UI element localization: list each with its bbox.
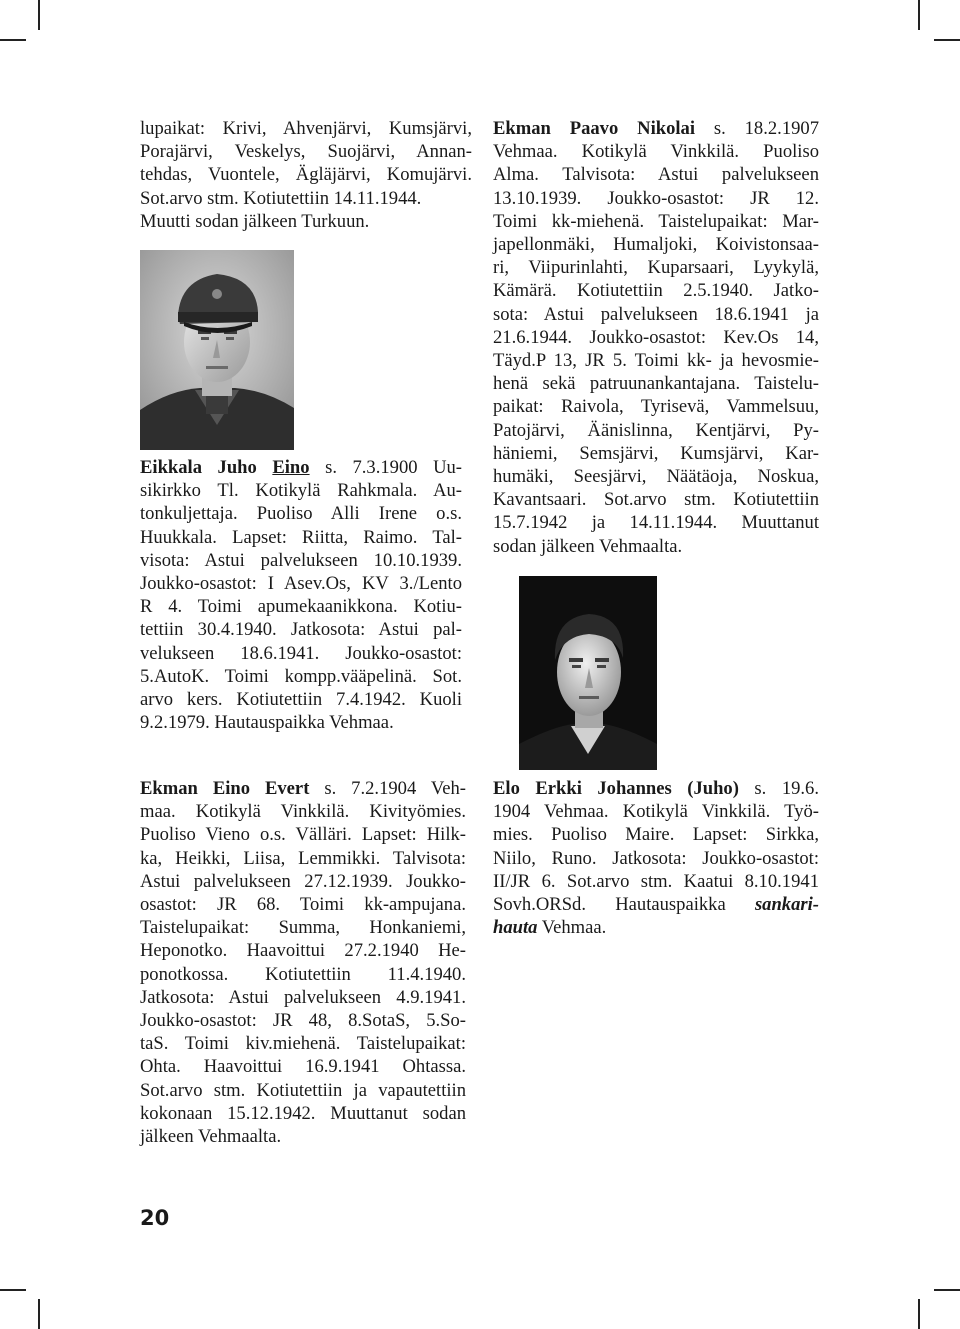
text-line: Puoliso Vieno o.s. Välläri. Lapset: Hilk- — [140, 824, 466, 846]
person-name: Elo Erkki Johannes (Juho) — [493, 778, 739, 799]
text-line: Kavantsaari. Sot.arvo stm. Kotiutettiin — [493, 489, 819, 511]
birth-info: s. 7.3.1900 Uu- — [309, 457, 463, 478]
text-line: Astui palvelukseen 27.12.1939. Joukko- — [140, 870, 466, 892]
entry-first-line — [140, 456, 462, 479]
text-fragment: Vehmaa. — [537, 917, 607, 939]
crop-mark — [918, 0, 920, 30]
text-line: Sot.arvo stm. Kotiutettiin 14.11.1944. — [140, 187, 422, 209]
entry-eikkala — [140, 456, 462, 734]
text-line — [493, 893, 819, 916]
text-line: sikirkko Tl. Kotikylä Rahkmala. Au- — [140, 480, 462, 502]
crop-mark — [38, 1299, 40, 1329]
text-line: arvo kers. Kotiutettiin 7.4.1942. Kuoli — [140, 689, 462, 711]
text-line: Kämärä. Kotiutettiin 2.5.1940. Jatko- — [493, 280, 819, 302]
text-line: häniemi, Semsjärvi, Kumsjärvi, Kar- — [493, 442, 819, 464]
birth-info: s. 7.2.1904 Veh- — [309, 778, 466, 799]
crop-mark — [934, 39, 960, 41]
text-line: taS. Toimi kiv.miehenä. Taistelupaikat: — [140, 1033, 466, 1055]
entry-first-line — [493, 777, 819, 800]
text-fragment: Sovh.ORSd. Hautauspaikka — [493, 894, 755, 916]
text-line: mies. Puoliso Maire. Lapset: Sirkka, — [493, 824, 819, 846]
person-name: Ekman Paavo Nikolai — [493, 118, 696, 139]
portrait-photo-ekman-paavo — [519, 576, 657, 770]
text-line: 21.6.1944. Joukko-osastot: Kev.Os 14, — [493, 326, 819, 348]
text-line: 15.7.1942 ja 14.11.1944. Muuttanut — [493, 512, 819, 534]
text-line: jälkeen Vehmaalta. — [140, 1126, 282, 1148]
text-line: humäki, Seesjärvi, Näätäoja, Noskua, — [493, 466, 819, 488]
text-line: Täyd.P 13, JR 5. Toimi kk- ja hevosmie- — [493, 350, 819, 372]
text-line: ka, Heikki, Liisa, Lemmikki. Talvisota: — [140, 847, 466, 869]
birth-info: s. 18.2.1907 — [695, 118, 820, 139]
intro-entry — [140, 117, 472, 233]
text-line: R 4. Toimi apumekaanikkona. Kotiu- — [140, 596, 462, 618]
text-line: 5.AutoK. Toimi kompp.vääpelinä. Sot. — [140, 665, 462, 687]
emphasis-text: sankari- — [754, 894, 819, 916]
text-line: tehdas, Vuontele, Ägläjärvi, Komujärvi. — [140, 164, 472, 186]
text-line: sota: Astui palvelukseen 18.6.1941 ja — [493, 303, 819, 325]
entry-ekman-paavo — [493, 117, 819, 558]
entry-first-line — [140, 777, 466, 800]
text-line: henä sekä patruunankantajana. Taistelu- — [493, 373, 819, 395]
text-line: 1904 Vehmaa. Kotikylä Vinkkilä. Työ- — [493, 801, 819, 823]
text-line — [493, 916, 819, 939]
portrait-man-icon — [519, 576, 657, 770]
crop-mark — [934, 1289, 960, 1291]
text-line: Muutti sodan jälkeen Turkuun. — [140, 210, 370, 232]
crop-mark — [918, 1299, 920, 1329]
text-line: Jatkosota: Astui palvelukseen 4.9.1941. — [140, 986, 466, 1008]
text-line: Sot.arvo stm. Kotiutettiin ja vapautettiin — [140, 1079, 466, 1101]
text-line: paikat: Raivola, Tyrisevä, Vammelsuu, — [493, 396, 819, 418]
text-line: Joukko-osastot: I Asev.Os, KV 3./Lento — [140, 573, 462, 595]
text-line: Porajärvi, Veskelys, Suojärvi, Annan- — [140, 141, 472, 163]
text-line: ri, Viipurinlahti, Kuparsaari, Lyykylä, — [493, 257, 819, 279]
birth-info: s. 19.6. — [738, 778, 820, 799]
entry-ekman-eino — [140, 777, 466, 1148]
text-line: japellonmäki, Humaljoki, Koivistonsaa- — [493, 234, 819, 256]
text-line: tettiin 30.4.1940. Jatkosota: Astui pal- — [140, 619, 462, 641]
text-line: Taistelupaikat: Summa, Honkaniemi, — [140, 917, 466, 939]
text-line: Heponotko. Haavoittui 27.2.1940 He- — [140, 940, 466, 962]
text-line: tonkuljettaja. Puoliso Alli Irene o.s. — [140, 503, 462, 525]
text-line: Alma. Talvisota: Astui palvelukseen — [493, 164, 819, 186]
text-line: lupaikat: Krivi, Ahvenjärvi, Kumsjärvi, — [140, 118, 472, 139]
entry-first-line — [493, 117, 819, 140]
person-name: Ekman Eino Evert — [140, 778, 310, 799]
text-line: Patojärvi, Äänislinna, Kentjärvi, Py- — [493, 419, 819, 441]
text-line: Toimi kk-miehenä. Taistelupaikat: Mar- — [493, 210, 819, 232]
emphasis-text: hauta — [493, 917, 538, 939]
text-line: 13.10.1939. Joukko-osastot: JR 12. — [493, 187, 819, 209]
text-line: velukseen 18.6.1941. Joukko-osastot: — [140, 642, 462, 664]
portrait-photo-eikkala — [140, 250, 294, 450]
text-line: Huukkala. Lapset: Riitta, Raimo. Tal- — [140, 526, 462, 548]
text-line: visota: Astui palvelukseen 10.10.1939. — [140, 549, 462, 571]
text-line: kokonaan 15.12.1942. Muuttanut sodan — [140, 1102, 466, 1124]
text-line: sodan jälkeen Vehmaalta. — [493, 535, 683, 557]
text-line: Ohta. Haavoittui 16.9.1941 Ohtassa. — [140, 1056, 466, 1078]
text-line: osastot: JR 68. Toimi kk-ampujana. — [140, 894, 466, 916]
crop-mark — [0, 39, 26, 41]
page-number: 20 — [140, 1206, 170, 1230]
entry-elo — [493, 777, 819, 939]
crop-mark — [0, 1289, 26, 1291]
text-line: 9.2.1979. Hautauspaikka Vehmaa. — [140, 712, 394, 734]
portrait-soldier-cap-icon — [140, 250, 294, 450]
text-line: Niilo, Runo. Jatkosota: Joukko-osastot: — [493, 847, 819, 869]
crop-mark — [38, 0, 40, 30]
text-line: ponotkossa. Kotiutettiin 11.4.1940. — [140, 963, 466, 985]
text-line: Joukko-osastot: JR 48, 8.SotaS, 5.So- — [140, 1010, 466, 1032]
text-line: maa. Kotikylä Vinkkilä. Kivityömies. — [140, 801, 466, 823]
text-line: Vehmaa. Kotikylä Vinkkilä. Puoliso — [493, 141, 819, 163]
person-name: Eikkala Juho — [140, 457, 257, 478]
text-line: II/JR 6. Sot.arvo stm. Kaatui 8.10.1941 — [493, 870, 819, 892]
person-name-called: Eino — [272, 457, 310, 478]
